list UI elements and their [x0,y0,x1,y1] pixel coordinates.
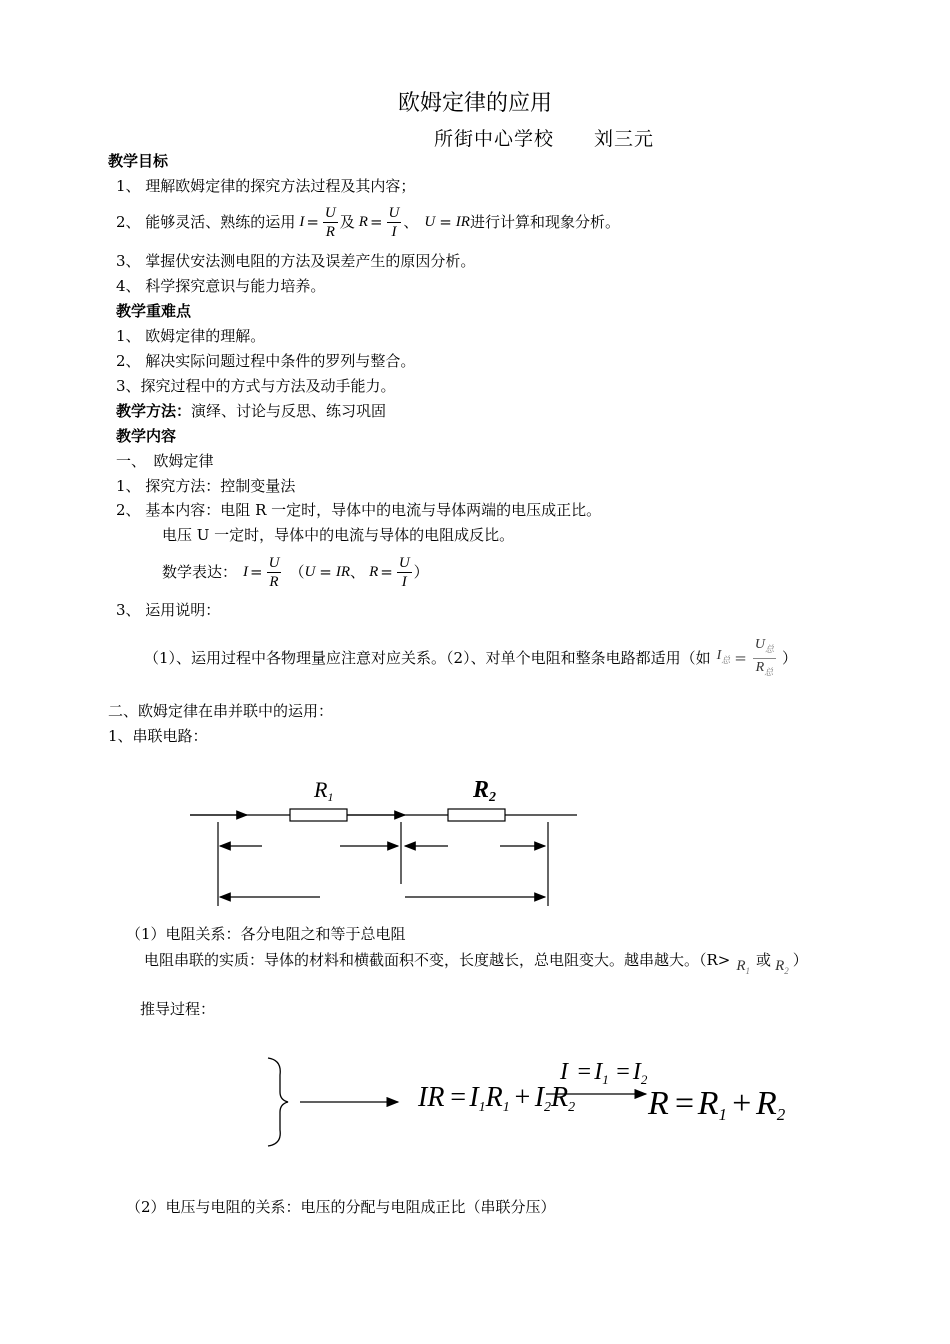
equation-resistance: R =R1+R2 [648,1085,786,1124]
objective-2-tail: 进行计算和现象分析。 [469,213,620,231]
usage-note-text: （1）、运用过程中各物理量应注意对应关系。（2）、对单个电阻和整条电路都适用（如 [144,649,711,667]
series-essence-close: ） [792,951,808,969]
fraction-denominator: R [325,223,335,240]
var-r2 [775,956,789,981]
derivation-label: 推导过程： [140,1000,216,1018]
var-ir: IR [335,564,351,580]
objective-3: 3、 掌握伏安法测电阻的方法及误差产生的原因分析。 [116,252,476,270]
equals-sign: = [439,213,452,231]
keypoints-heading: 教学重难点 [116,302,192,320]
and-text: 及 [339,213,355,231]
equals-sign: = [319,563,332,581]
objective-4: 4、 科学探究意识与能力培养。 [116,277,326,295]
equals-sign: = [250,563,263,581]
subscript-1: 1 [745,966,751,976]
content-item-2: 2、 基本内容：电阻 R 一定时，导体中的电流与导体两端的电压成正比。 [116,501,602,519]
equals-sign: = [369,213,383,231]
paren-open: （ [289,563,305,581]
var-r: R [755,659,765,675]
author-line: 所街中心学校 刘三元 [434,128,655,150]
method-label: 教学方法： [116,402,192,420]
equation-current: $I =I_1 =I_2$ [560,1059,648,1087]
subscript-total: 总 [764,666,774,677]
subscript-total: 总 [764,643,774,654]
fraction-numerator: U [398,554,410,571]
keypoint-3: 3、探究过程中的方式与方法及动手能力。 [116,377,396,395]
var-r: R [775,958,785,974]
var-ir: IR [455,214,470,230]
series-circuit-heading: 1、串联电路： [108,727,208,745]
usage-note-close: ） [782,649,798,667]
equals-sign: = [734,649,747,667]
label-r1: R1 [314,777,334,804]
var-u: U [754,636,765,652]
brace-icon [268,1058,288,1146]
separator: 、 [350,563,366,581]
or-text: 或 [756,951,772,969]
subscript-total: 总 [721,654,731,665]
paren-close: ） [413,563,429,581]
fraction-denominator: I [401,573,407,590]
section-series-parallel: 二、欧姆定律在串并联中的运用： [108,702,334,720]
resistor-r2 [448,809,505,821]
section-ohms-law: 一、 欧姆定律 [116,452,214,470]
objective-1: 1、 理解欧姆定律的探究方法过程及其内容； [116,177,416,195]
equals-sign: = [380,563,393,581]
objective-2-text: 2、 能够灵活、熟练的运用 [116,213,296,231]
var-i: I [299,214,305,230]
var-u: U [424,214,436,230]
var-i: I [243,564,249,580]
var-r: R [369,564,379,580]
fraction-numerator: U [388,204,400,221]
page-title: 欧姆定律的应用 [397,91,552,116]
keypoint-1: 1、 欧姆定律的理解。 [116,327,266,345]
equation-ir: IR =I1R1 + I2R2 [418,1082,576,1115]
var-r1 [736,956,750,981]
content-item-2b: 电压 U 一定时，导体中的电流与导体的电阻成反比。 [162,526,515,544]
fraction-numerator: U [324,204,336,221]
label-r2: R2 [473,777,497,805]
var-i: I [716,648,722,664]
resistance-relation: （1）电阻关系：各分电阻之和等于总电阻 [126,925,406,943]
objectives-heading: 教学目标 [108,152,169,170]
var-r: R [358,214,368,230]
equals-sign: = [306,213,319,231]
voltage-relation: （2）电压与电阻的关系：电压的分配与电阻成正比（串联分压） [126,1198,556,1216]
series-essence-text: 电阻串联的实质：导体的材料和横截面积不变，长度越长，总电阻变大。越串越大。（R> [144,951,731,969]
var-r: R [736,958,746,974]
math-label: 数学表达： [162,563,238,581]
separator: 、 [403,213,419,231]
series-essence [144,950,808,981]
fraction-denominator: I [391,223,397,240]
fraction-denominator: R [269,573,279,590]
content-item-3: 3、 运用说明： [116,601,221,619]
resistor-r1 [290,809,347,821]
subscript-2: 2 [784,966,789,976]
content-heading: 教学内容 [116,427,177,445]
var-u: U [304,564,316,580]
content-item-1: 1、 探究方法：控制变量法 [116,477,296,495]
method-text: 演绎、讨论与反思、练习巩固 [191,402,387,420]
keypoint-2: 2、 解决实际问题过程中条件的罗列与整合。 [116,352,416,370]
fraction-numerator: U [268,554,280,571]
